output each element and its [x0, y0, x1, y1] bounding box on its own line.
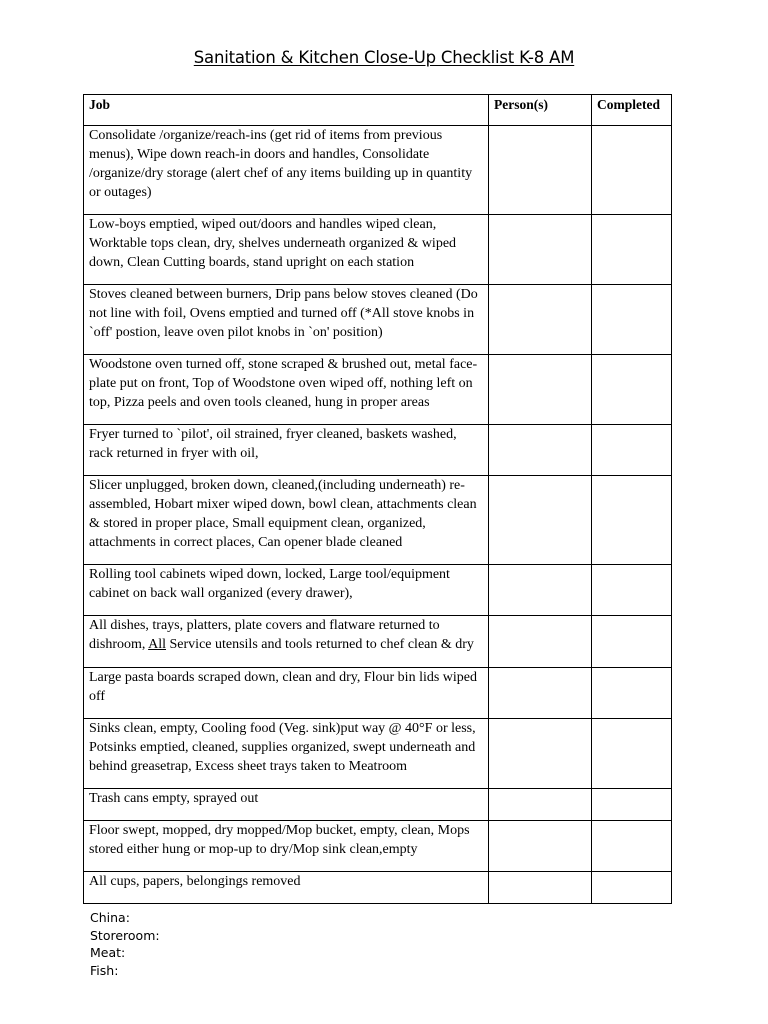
job-cell — [84, 616, 489, 668]
persons-cell[interactable] — [489, 355, 592, 425]
completed-cell[interactable] — [592, 215, 672, 285]
job-text-underlined: All — [148, 637, 167, 652]
completed-cell[interactable] — [592, 616, 672, 668]
table-row — [84, 285, 672, 355]
header-persons: Person(s) — [489, 95, 592, 126]
job-cell: Sinks clean, empty, Cooling food (Veg. sink)put way @ 40°F or less, Potsinks emptied, cleaned, supplies organized, swept underneath and behind greasetrap, Excess sheet trays taken to Meatroom — [84, 719, 489, 789]
note-meat: Meat: — [90, 945, 126, 960]
completed-cell[interactable] — [592, 719, 672, 789]
persons-cell[interactable] — [489, 616, 592, 668]
completed-cell[interactable] — [592, 821, 672, 872]
job-cell: All cups, papers, belongings removed — [84, 872, 489, 904]
completed-cell[interactable] — [592, 285, 672, 355]
header-job: Job — [84, 95, 489, 126]
completed-cell[interactable] — [592, 789, 672, 821]
table-row — [84, 476, 672, 565]
persons-cell[interactable] — [489, 821, 592, 872]
completed-cell[interactable] — [592, 355, 672, 425]
note-storeroom: Storeroom: — [90, 927, 160, 943]
job-cell: Fryer turned to `pilot', oil strained, fryer cleaned, baskets washed, rack returned in fryer with oil, — [84, 425, 489, 476]
completed-cell[interactable] — [592, 476, 672, 565]
page-title: Sanitation & Kitchen Close-Up Checklist K-8 AM — [193, 48, 575, 67]
table-row — [84, 355, 672, 425]
job-cell: Stoves cleaned between burners, Drip pans below stoves cleaned (Do not line with foil, Ovens emptied and turned off (*All stove knobs in `off' postion, leave oven pilot knobs in `on' position) — [84, 285, 489, 355]
persons-cell[interactable] — [489, 668, 592, 719]
completed-cell[interactable] — [592, 565, 672, 616]
job-cell: Large pasta boards scraped down, clean and dry, Flour bin lids wiped off — [84, 668, 489, 719]
job-cell: Consolidate /organize/reach-ins (get rid of items from previous menus), Wipe down reach-in doors and handles, Consolidate /organize/dry storage (alert chef of any items building up in quantity or outages) — [84, 126, 489, 215]
job-cell: Rolling tool cabinets wiped down, locked, Large tool/equipment cabinet on back wall organized (every drawer), — [84, 565, 489, 616]
completed-cell[interactable] — [592, 126, 672, 215]
job-cell: Slicer unplugged, broken down, cleaned,(including underneath) re-assembled, Hobart mixer wiped down, bowl clean, attachments clean & stored in proper place, Small equipment clean, organized, attachments in correct places, Can opener blade cleaned — [84, 476, 489, 565]
persons-cell[interactable] — [489, 565, 592, 616]
note-fish: Fish: — [90, 962, 119, 978]
persons-cell[interactable] — [489, 215, 592, 285]
header-completed: Completed — [592, 95, 672, 126]
job-cell: Trash cans empty, sprayed out — [84, 789, 489, 821]
table-row — [84, 872, 672, 904]
persons-cell[interactable] — [489, 789, 592, 821]
persons-cell[interactable] — [489, 425, 592, 476]
table-row — [84, 616, 672, 668]
table-row — [84, 821, 672, 872]
table-header-row — [84, 95, 672, 126]
table-row — [84, 215, 672, 285]
table-row — [84, 719, 672, 789]
table-row — [84, 425, 672, 476]
table-row — [84, 668, 672, 719]
persons-cell[interactable] — [489, 126, 592, 215]
completed-cell[interactable] — [592, 668, 672, 719]
note-china: China: — [90, 910, 130, 925]
job-cell: Low-boys emptied, wiped out/doors and handles wiped clean, Worktable tops clean, dry, shelves underneath organized & wiped down, Clean Cutting boards, stand upright on each station — [84, 215, 489, 285]
persons-cell[interactable] — [489, 285, 592, 355]
table-row — [84, 565, 672, 616]
completed-cell[interactable] — [592, 872, 672, 904]
job-cell: Floor swept, mopped, dry mopped/Mop bucket, empty, clean, Mops stored either hung or mop-up to dry/Mop sink clean,empty — [84, 821, 489, 872]
persons-cell[interactable] — [489, 476, 592, 565]
table-row — [84, 126, 672, 215]
job-text-after: Service utensils and tools returned to chef clean & dry — [166, 637, 474, 652]
notes-section — [90, 909, 160, 979]
completed-cell[interactable] — [592, 425, 672, 476]
job-cell: Woodstone oven turned off, stone scraped & brushed out, metal face-plate put on front, Top of Woodstone oven wiped off, nothing left on top, Pizza peels and oven tools cleaned, hung in proper areas — [84, 355, 489, 425]
persons-cell[interactable] — [489, 872, 592, 904]
persons-cell[interactable] — [489, 719, 592, 789]
table-row — [84, 789, 672, 821]
checklist-table — [83, 94, 672, 904]
job-text-before: All dishes, trays, platters, plate covers and flatware returned to dishroom, — [89, 618, 440, 652]
